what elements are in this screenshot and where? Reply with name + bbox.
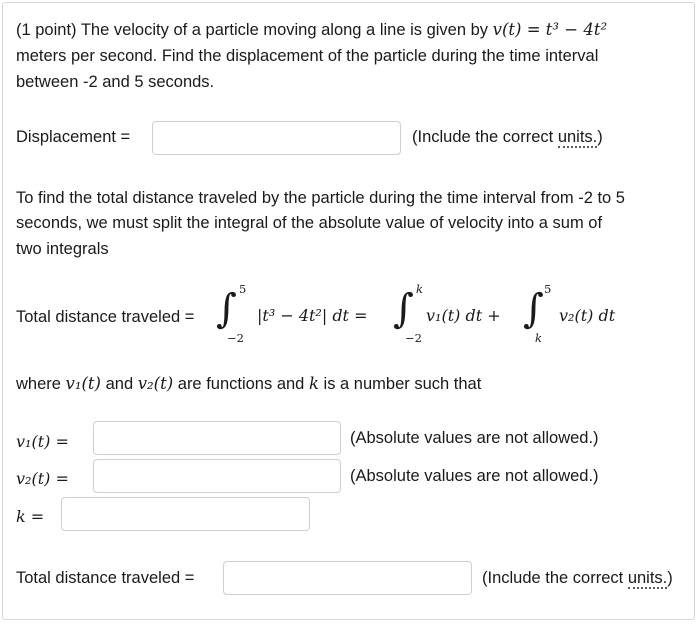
k-input[interactable] [61, 497, 310, 531]
total-distance-units-hint [482, 565, 673, 592]
integral-3-lower: k [535, 331, 542, 345]
where-v1: v₁(t) [65, 374, 101, 393]
total-distance-eq-label: Total distance traveled = [16, 308, 195, 326]
problem-line-2: meters per second. Find the displacement of the particle during the time interval [16, 47, 599, 65]
integral-3-integrand: v₂(t) dt [559, 306, 616, 325]
problem-line-1 [16, 16, 607, 44]
problem-panel [2, 2, 695, 620]
total-units-link[interactable]: units. [627, 569, 668, 587]
v2-hint: (Absolute values are not allowed.) [350, 467, 599, 485]
total-distance-label: Total distance traveled = [16, 569, 195, 587]
displacement-input[interactable] [152, 121, 401, 155]
integral-1-integrand: |t³ − 4t²| dt = [257, 306, 368, 325]
velocity-function: v(t) = t³ − 4t² [492, 20, 608, 39]
where-sentence [16, 370, 481, 398]
problem-text-1: The velocity of a particle moving along a line is given by [80, 21, 489, 39]
integral-3-upper: 5 [544, 282, 552, 296]
v1-hint: (Absolute values are not allowed.) [350, 429, 599, 447]
intro-line-1: To find the total distance traveled by the particle during the time interval from -2 to 5 [16, 189, 625, 207]
where-and: and [105, 375, 134, 393]
where-suffix: is a number such that [323, 375, 482, 393]
intro-line-3: two integrals [16, 240, 109, 258]
total-hint-suffix: ) [667, 569, 673, 587]
v2-label: v₂(t) = [16, 469, 69, 488]
integral-1-lower: −2 [227, 331, 244, 345]
problem-line-3: between -2 and 5 seconds. [16, 73, 215, 91]
k-label: k = [16, 507, 45, 526]
intro-line-2: seconds, we must split the integral of the absolute value of velocity into a sum of [16, 214, 603, 232]
integral-1-upper: 5 [239, 282, 247, 296]
integral-2-upper: k [416, 282, 423, 296]
integral-2-lower: −2 [405, 331, 422, 345]
where-middle: are functions and [177, 375, 305, 393]
integral-2-integrand: v₁(t) dt + [426, 306, 501, 325]
displacement-units-link[interactable]: units. [557, 128, 598, 146]
v1-label: v₁(t) = [16, 432, 69, 451]
v1-input[interactable] [93, 421, 341, 455]
integral-sign-1: ∫ [216, 286, 237, 332]
total-distance-input[interactable] [223, 561, 472, 595]
integral-sign-2: ∫ [393, 286, 414, 332]
displacement-hint-prefix: (Include the correct [412, 128, 558, 146]
displacement-units-hint [412, 124, 603, 151]
total-hint-prefix: (Include the correct [482, 569, 628, 587]
where-v2: v₂(t) [137, 374, 174, 393]
points-label: (1 point) [16, 21, 77, 39]
displacement-hint-suffix: ) [597, 128, 603, 146]
v2-input[interactable] [93, 459, 341, 493]
where-k: k [308, 374, 319, 393]
where-prefix: where [16, 375, 61, 393]
integral-sign-3: ∫ [523, 286, 544, 332]
displacement-label: Displacement = [16, 128, 131, 146]
